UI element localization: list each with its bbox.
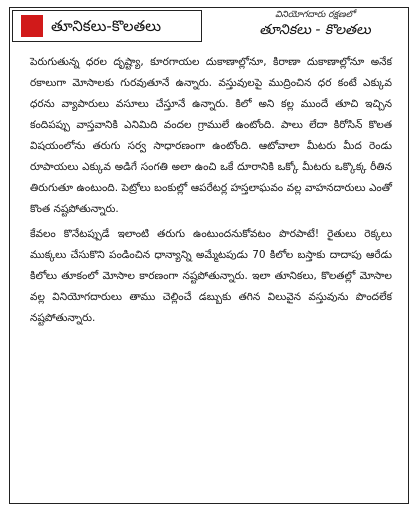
series-title: తూనికలు - కొలతలు bbox=[259, 22, 371, 38]
section-title: తూనికలు-కొలతలు bbox=[51, 17, 162, 35]
series-banner bbox=[230, 9, 400, 39]
article-body bbox=[30, 52, 392, 333]
article-paragraph: కేవలం కొనేటప్పుడే ఇలాంటి తరుగు ఉంటుందనుకోవటం పొరపాటే! రైతులు రెక్కలు ముక్కలు చేసుకొని పండించిన ధాన్యాన్ని అమ్మేటపుడు 70 కిలోల బస్తాకు దాదాపు ఆరేడు కిలోలు తూకంలో మోసాల కారణంగా నష్టపోతున్నారు. ఇలా తూనికలు, కొలతల్లో మోసాల వల్ల వినియోగదారులు తాము చెల్లించే డబ్బుకు తగిన విలువైన వస్తువును పొందలేక నష్టపోతున్నారు. bbox=[30, 228, 392, 324]
header-accent-square bbox=[21, 15, 43, 37]
section-header bbox=[12, 10, 202, 42]
series-subtitle: వినియోగదారు రక్షణలో bbox=[275, 10, 355, 20]
article-paragraph: పెరుగుతున్న ధరల దృష్ట్యా, కూరగాయల దుకాణాల్లోనూ, కిరాణా దుకాణాల్లోనూ అనేక రకాలుగా మోసాలకు గురవుతూనే ఉన్నారు. వస్తువులపై ముద్రించిన ధర కంటే ఎక్కువ ధరను వ్యాపారులు వసూలు చేస్తూనే ఉన్నారు. కిలో అని కల్ల ముందే తూచి ఇచ్చిన కందిపప్పు వాస్తవానికి ఎనిమిది వందల గ్రాములే ఉంటోంది. పాలు లేదా కిరోసిన్ కొలత విషయంలోను తరుగు సర్వ సాధారణంగా ఉంటోంది. ఆటోవాలా మీటరు మీద రెండు రూపాయలు ఎక్కువ అడిగే సంగతి అలా ఉంచి ఒకే దూరానికి ఒక్కో మీటరు ఒక్కొక్క రీతిన తిరుగుతూ ఉంటుంది. పెట్రోలు బంకుల్లో ఆపరేటర్ల హస్తలాఘవం వల్ల వాహనదారులు ఎంతో కొంత నష్టపోతున్నారు. bbox=[30, 56, 392, 215]
